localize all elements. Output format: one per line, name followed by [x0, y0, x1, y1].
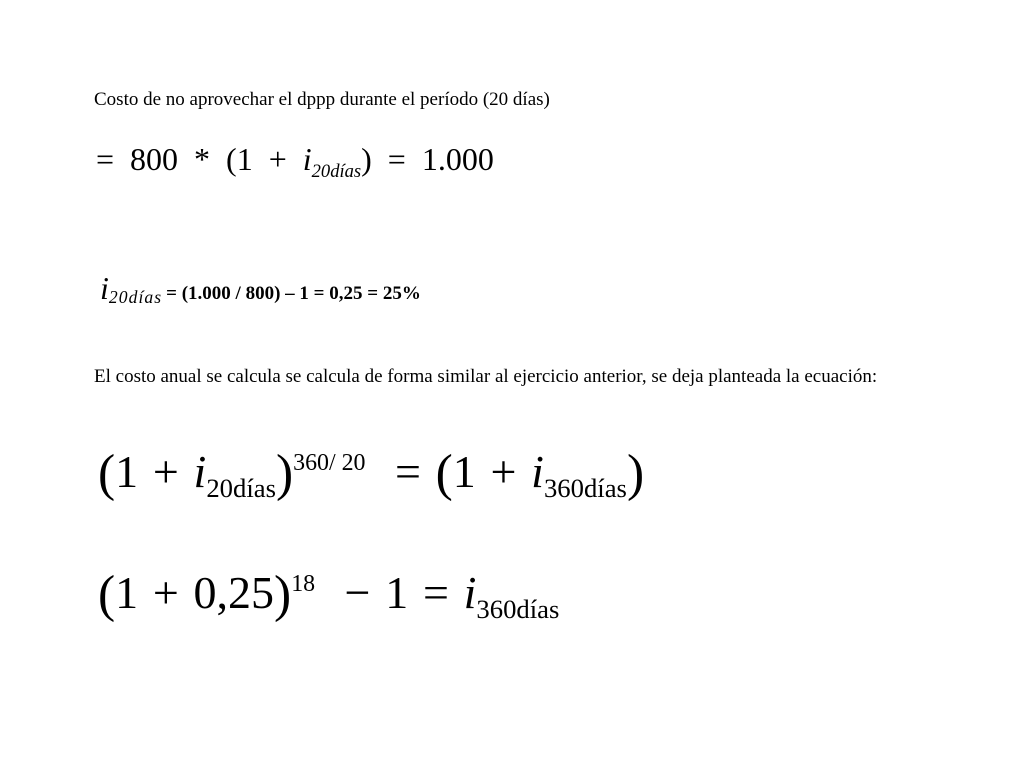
eq4-exponent: 18 [291, 570, 316, 597]
equation-annual-rate [98, 565, 560, 625]
eq3-one-2: 1 [452, 446, 476, 497]
eq3-variable-2: i [531, 446, 544, 497]
eq1-lead: = 800 * (1 + [96, 141, 303, 177]
eq3-open-paren: ( [98, 444, 116, 502]
eq4-close-paren: ) [274, 565, 292, 623]
equation-cost-20-days [96, 141, 494, 183]
eq4-subscript [476, 594, 559, 624]
eq4-open-paren: ( [98, 565, 116, 623]
eq1-subscript: 20días [311, 161, 362, 183]
eq3-variable: i [193, 446, 207, 497]
eq3-close-paren: ) [275, 444, 294, 502]
eq3-equals: = [394, 446, 421, 497]
equation-annual-equivalence [98, 444, 645, 504]
intro-text: Costo de no aprovechar el dppp durante el período (20 días) [94, 89, 550, 110]
explanation-paragraph: El costo anual se calcula se calcula de forma similar al ejercicio anterior, se deja planteada la ecuación: [94, 366, 878, 387]
eq4-variable: i [463, 567, 477, 618]
equation-rate-20-days [100, 270, 421, 307]
eq2-variable: i [100, 270, 109, 306]
eq4-one-2: 1 [385, 567, 409, 618]
eq2-result: = (1.000 / 800) – 1 = 0,25 = 25% [166, 283, 421, 304]
eq4-rate: 0,25 [193, 567, 275, 618]
eq3-exponent: 360/ 20 [293, 449, 366, 476]
eq4-plus: + [152, 567, 179, 618]
eq3-subscript-2-text: 360días [543, 473, 627, 504]
eq3-plus: + [152, 446, 179, 497]
eq3-subscript-2 [544, 473, 627, 503]
eq1-tail: ) = 1.000 [361, 141, 494, 177]
eq3-open-paren-2: ( [435, 444, 453, 502]
eq3-plus-2: + [490, 446, 517, 497]
eq3-one: 1 [115, 446, 139, 497]
eq1-variable: i [302, 141, 312, 177]
eq2-subscript: 20días [108, 286, 163, 307]
eq3-subscript [206, 473, 276, 503]
eq4-minus: − [344, 567, 371, 618]
eq3-close-paren-2: ) [626, 444, 645, 502]
eq4-subscript-text: 360días [476, 594, 560, 625]
eq4-equals: = [422, 567, 449, 618]
eq3-subscript-text: 20días [206, 473, 276, 504]
eq4-one: 1 [115, 567, 139, 618]
